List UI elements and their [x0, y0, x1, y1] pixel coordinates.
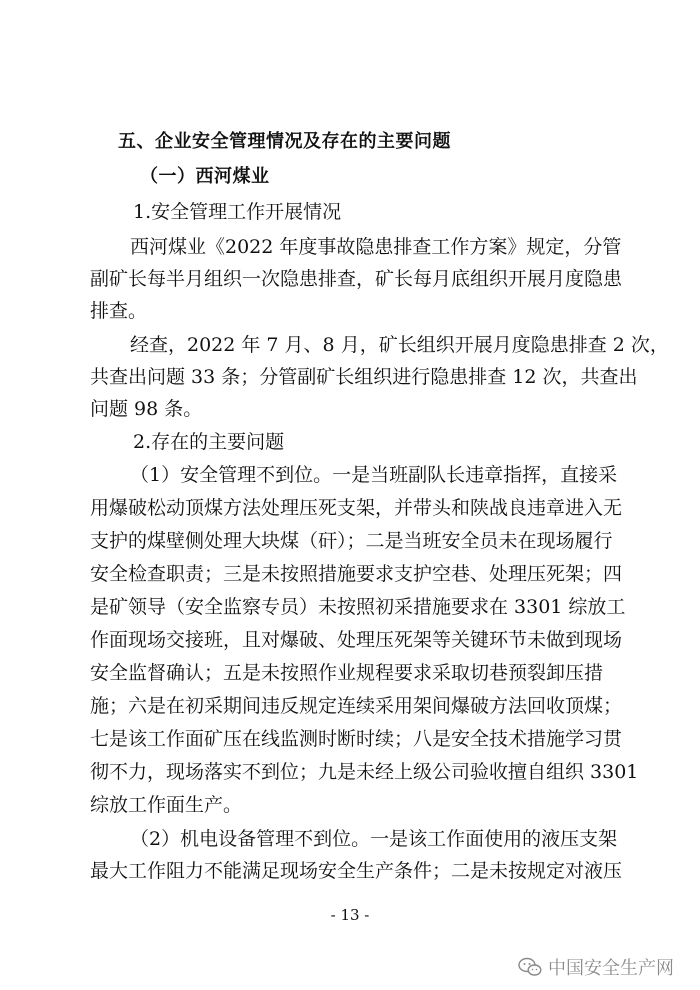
text-line: 综放工作面生产。 — [90, 794, 243, 816]
page-number: - 13 - — [330, 906, 370, 924]
text-line: 支护的煤壁侧处理大块煤（矸）；二是当班安全员未在现场履行 — [90, 530, 613, 552]
text-line: 经查，2022 年 7 月、8 月，矿长组织开展月度隐患排查 2 次， — [130, 334, 669, 356]
text-line: 彻不力，现场落实不到位；九是未经上级公司验收擅自组织 3301 — [90, 761, 639, 783]
wechat-icon — [518, 957, 542, 977]
text-line: 用爆破松动顶煤方法处理压死支架，并带头和陕战良违章进入无 — [90, 497, 623, 519]
text-line: （1）安全管理不到位。一是当班副队长违章指挥，直接采 — [130, 464, 618, 486]
text-line: 安全检查职责；三是未按照措施要求支护空巷、处理压死架；四 — [90, 563, 623, 585]
paragraph-heading-2: 2.存在的主要问题 — [133, 431, 285, 453]
subsection-heading: （一）西河煤业 — [140, 166, 270, 187]
text-line: 问题 98 条。 — [90, 398, 203, 420]
text-line: 副矿长每半月组织一次隐患排查，矿长每月底组织开展月度隐患 — [90, 268, 623, 290]
paragraph-heading-1: 1.安全管理工作开展情况 — [133, 201, 342, 223]
watermark-text: 中国安全生产网 — [548, 958, 674, 979]
text-line: 作面现场交接班，且对爆破、处理压死架等关键环节未做到现场 — [90, 629, 623, 651]
text-line: 是矿领导（安全监察专员）未按照初采措施要求在 3301 综放工 — [90, 596, 626, 618]
text-line: 安全监督确认；五是未按照作业规程要求采取切巷预裂卸压措 — [90, 662, 604, 684]
text-line: 最大工作阻力不能满足现场安全生产条件；二是未按规定对液压 — [90, 860, 623, 882]
watermark — [518, 954, 674, 980]
text-line: 共查出问题 33 条；分管副矿长组织进行隐患排查 12 次，共查出 — [90, 366, 638, 388]
section-heading: 五、企业安全管理情况及存在的主要问题 — [118, 131, 451, 152]
text-line: 施；六是在初采期间违反规定连续采用架间爆破方法回收顶煤； — [90, 695, 623, 717]
text-line: 西河煤业《2022 年度事故隐患排查工作方案》规定，分管 — [130, 236, 622, 258]
text-line: 七是该工作面矿压在线监测时断时续；八是安全技术措施学习贯 — [90, 728, 623, 750]
text-line: （2）机电设备管理不到位。一是该工作面使用的液压支架 — [130, 828, 618, 850]
text-line: 排查。 — [90, 300, 148, 322]
